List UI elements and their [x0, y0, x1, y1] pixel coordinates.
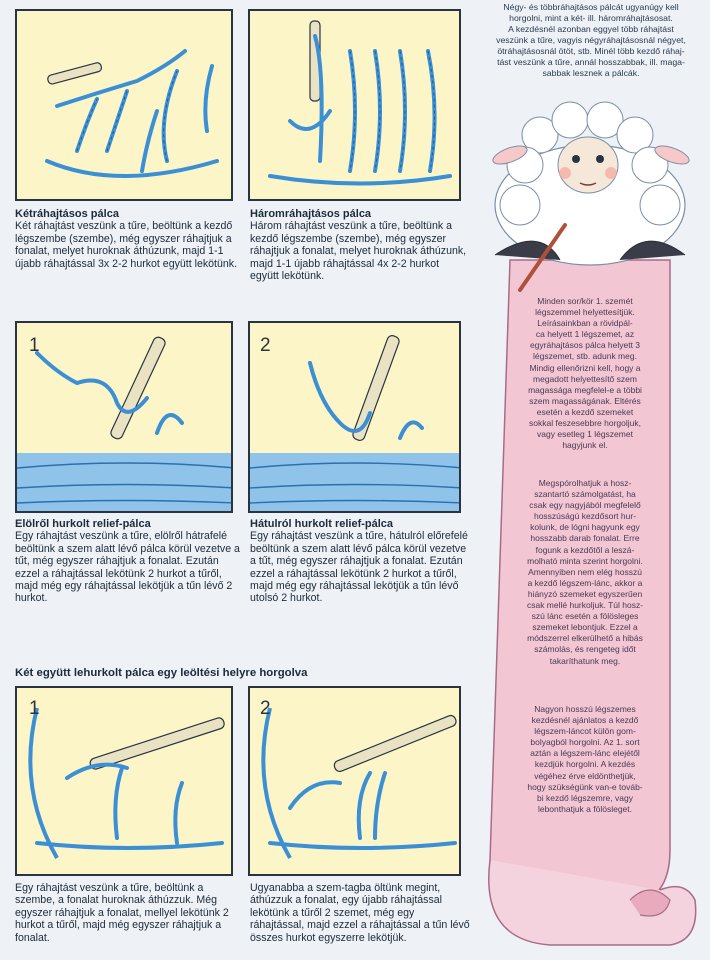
line: számolás, és rengeteg időt	[534, 644, 636, 655]
triple-treble-illustration	[250, 11, 461, 201]
cluster-step2-illustration	[250, 688, 461, 876]
line: csak egy nagyjából megfelelő	[529, 500, 641, 511]
line: szantartó számolgatást, ha	[534, 489, 636, 500]
line: vagy esetleg 1 légszemet	[537, 429, 633, 440]
step-number: 1	[29, 335, 40, 356]
panel-cluster-step1	[15, 686, 233, 876]
caption-body: Egy ráhajtást veszünk a tűre, elölről hátrafelé beöltünk a szem alatt lévő pálca körül vezetve a tűt, még egyszer ráhajtjuk a fonalat. Ezután ezzel a ráhajtással lekötünk 2 hurkot a tűről, majd még egy ráhajtással lekötjük a tűn lévő 2 hurkot.	[15, 530, 240, 605]
intro-line: horgolni, mint a két- ill. háromráhajtásosat.	[509, 13, 673, 23]
line: bi kezdő légszemre, vagy	[537, 792, 633, 803]
line: sokkal feszesebbre horgoljuk,	[529, 418, 641, 429]
line: kezdjük horgolni. A kezdés	[534, 759, 636, 770]
caption-body: Három ráhajtást veszünk a tűre, beöltünk a kezdő légszembe (szembe), még egyszer ráhajtjuk a fonalat, melyet huroknak áthúzunk, majd 1-1 újabb ráhajtással 4x 2-2 hurkot együtt lekötünk.	[250, 220, 467, 283]
caption-back-post	[250, 518, 470, 605]
intro-line: sabbak lesznek a pálcák.	[542, 68, 640, 78]
line: hosszabb darab fonalat. Erre	[530, 533, 640, 544]
line: Nagyon hosszú légszemes	[534, 704, 636, 714]
line: egyráhajtásos pálca helyett 3	[529, 340, 641, 351]
step-number: 2	[260, 698, 271, 719]
back-post-illustration	[250, 323, 461, 513]
line: légszemet, stb. adunk meg.	[533, 351, 637, 362]
cluster-step1-illustration	[17, 688, 233, 876]
line: Amennyiben nem elég hosszú	[528, 566, 642, 577]
scroll-paragraph-3	[505, 704, 665, 815]
line: fogunk a kezdőtől a leszá-	[535, 544, 635, 555]
panel-back-post	[248, 321, 461, 513]
line: magassága megfelel-e a többi	[528, 384, 642, 395]
caption-body: Egy ráhajtást veszünk a tűre, hátulról előrefelé beöltünk a szem alatt lévő pálca körül vezetve a tűt, még egyszer ráhajtjuk a fonalat. Ezután ezzel a ráhajtással lekötünk 2 hurkot a tűről, majd még egy ráhajtással lekötjük a tűn lévő utolsó 2 hurkot.	[250, 530, 468, 605]
caption-title: Kétráhajtásos pálca	[15, 208, 119, 220]
caption-title: Elölről hurkolt relief-pálca	[15, 518, 151, 530]
line: hosszúságú kezdősort hur-	[533, 511, 637, 522]
line: bolyagból horgolni. Az 1. sort	[530, 737, 640, 748]
caption-body: Ugyanabba a szem-tagba öltünk megint, áthúzzuk a fonalat, egy újabb ráhajtással lekötünk a tűről 2 szemet, még egy ráhajtással, majd ezzel a ráhajtással a tűn lévő összes hurkot egyszerre lekötjük.	[250, 882, 470, 944]
line: takaríthatunk meg.	[549, 655, 621, 666]
line: lebonthatjuk a fölösleget.	[537, 803, 633, 814]
caption-front-post	[15, 518, 240, 605]
line: a kezdő légszem-lánc, akkor a	[527, 577, 643, 588]
scroll-paragraph-2	[505, 478, 665, 667]
line: kezdésnél ajánlatos a kezdő	[531, 715, 639, 726]
intro-line: A kezdésnél azonban eggyel több ráhajtást	[508, 24, 674, 34]
intro-line: tást veszünk a tűre, annál hosszabbak, ill. maga-	[497, 57, 685, 67]
intro-line: veszünk a tűre, vagyis négyráhajtásosnál négyet,	[496, 35, 686, 45]
line: megadott helyettesítő szem	[533, 373, 637, 384]
step-number: 2	[260, 335, 271, 356]
caption-cluster-step2	[250, 882, 470, 944]
panel-double-treble	[15, 9, 233, 201]
line: módszerrel elkerülhető a hibás	[527, 633, 643, 644]
line: molható minta szerint horgolni.	[527, 555, 643, 566]
caption-double-treble	[15, 208, 240, 270]
section-heading: Két együtt lehurkolt pálca egy leöltési helyre horgolva	[15, 667, 308, 679]
line: légszemmel helyettesítjük.	[535, 307, 635, 318]
line: hagyjunk el.	[562, 440, 608, 451]
scroll-paragraph-1	[505, 296, 665, 451]
line: Megspórolhatjuk a hosz-	[538, 478, 632, 488]
sidebar-intro	[478, 2, 704, 79]
caption-title: Háromráhajtásos pálca	[250, 208, 372, 220]
panel-triple-treble	[248, 9, 461, 201]
panel-front-post	[15, 321, 233, 513]
line: szemeket lebontjuk. Ezzel a	[532, 622, 638, 633]
intro-line: Négy- és többráhajtásos pálcát ugyanúgy kell	[503, 2, 679, 12]
panel-cluster-step2	[248, 686, 461, 876]
line: végéhez érve eldönthetjük,	[534, 770, 636, 781]
line: Leírásainkban a rövidpál-	[537, 318, 633, 329]
line: ca helyett 1 légszemet, az	[535, 329, 635, 340]
step-number: 1	[29, 698, 40, 719]
caption-body: Egy ráhajtást veszünk a tűre, beöltünk a szembe, a fonalat huroknak áthúzzuk. Még egyszer ráhajtjuk a fonalat, mellyel lekötünk 2 hurkot a tűről, majd még egyszer ráhajtjuk a fonalat.	[15, 882, 229, 944]
line: kolunk, de lógni hagyunk egy	[530, 522, 640, 533]
line: esetén a kezdő szemeket	[536, 406, 634, 417]
line: csak mellé hurkoljuk. Túl hosz-	[526, 600, 644, 611]
caption-triple-treble	[250, 208, 470, 282]
double-treble-illustration	[17, 11, 233, 201]
line: szem magasságának. Eltérés	[529, 395, 641, 406]
intro-line: ötráhajtásosnál ötöt, stb. Minél több kezdő ráhaj-	[497, 46, 685, 56]
line: légszem-láncot külön gom-	[534, 726, 636, 737]
sheep-illustration	[480, 95, 702, 295]
front-post-illustration	[17, 323, 233, 513]
line: hogy szükségünk van-e továb-	[527, 781, 643, 792]
line: Minden sor/kör 1. szemét	[537, 296, 633, 306]
line: hiányzó szemeket egyszerűen	[527, 588, 643, 599]
line: Mindig ellenőrizni kell, hogy a	[529, 362, 641, 373]
caption-cluster-step1	[15, 882, 240, 944]
line: aztán a légszem-lánc elejétől	[530, 748, 640, 759]
caption-body: Két ráhajtást veszünk a tűre, beöltünk a kezdő légszembe (szembe), még egyszer ráhajtjuk a fonalat, melyet huroknak áthúzunk, majd 1-1 újabb ráhajtással 3x 2-2 hurkot együtt lekötünk.	[15, 220, 238, 270]
line: szú lánc esetén a fölösleges	[531, 611, 639, 622]
caption-title: Hátulról hurkolt relief-pálca	[250, 518, 394, 530]
